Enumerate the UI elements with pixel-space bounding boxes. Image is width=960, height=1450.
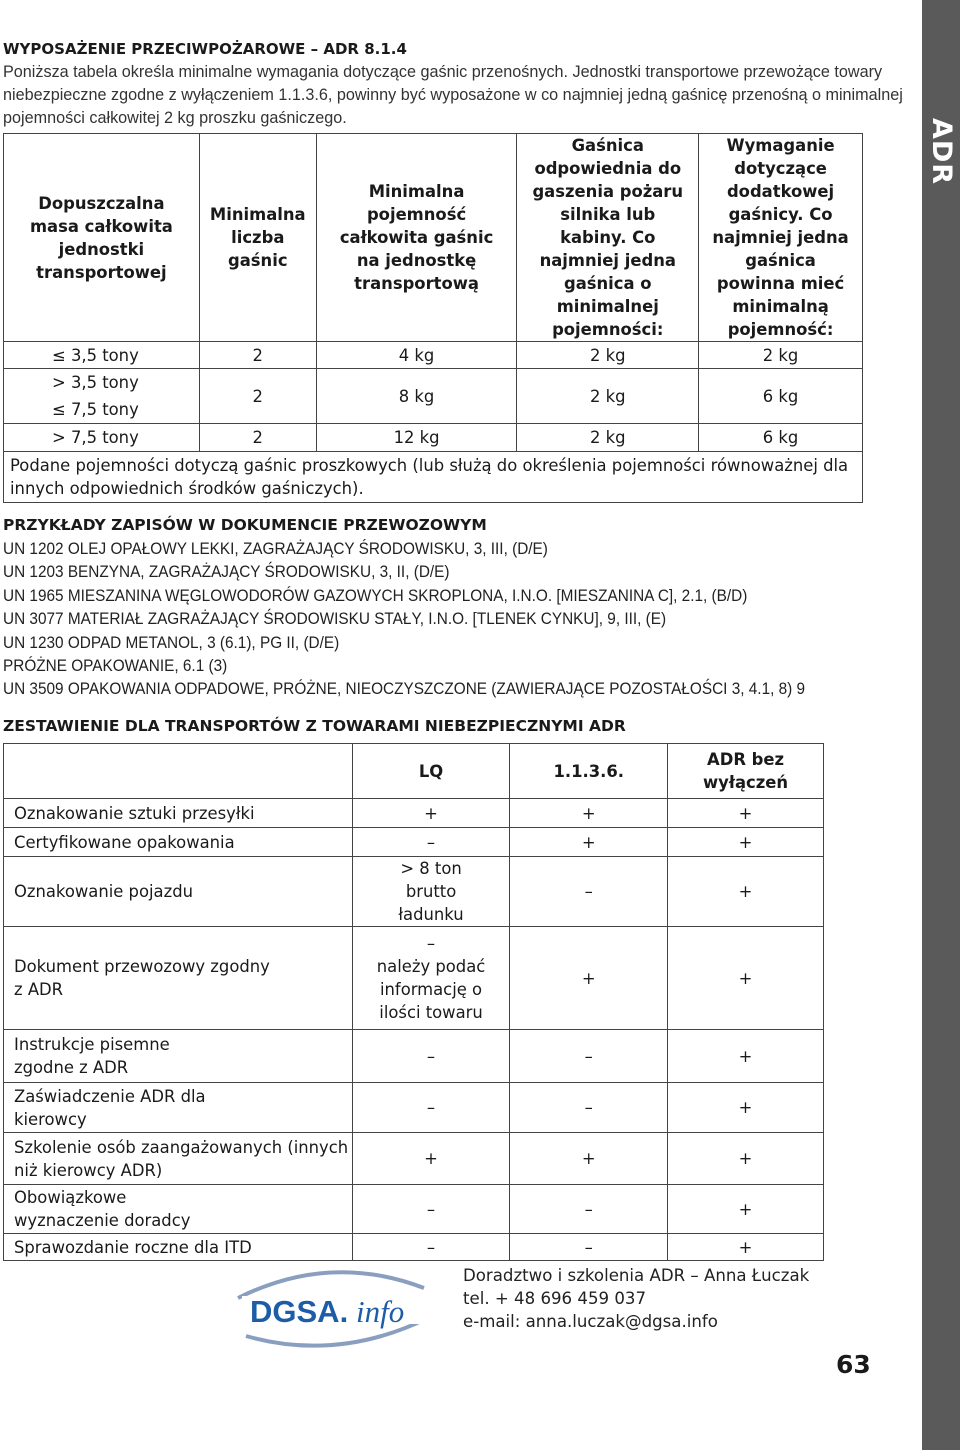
cell-full-adr: +	[668, 1234, 824, 1261]
cell-additional: 6 kg	[699, 369, 863, 424]
cell-additional: 6 kg	[699, 424, 863, 452]
header-engine-extinguisher: Gaśnica odpowiednia do gaszenia pożaru silnika lub kabiny. Co najmniej jedna gaśnica o minimalnej pojemności:	[517, 134, 699, 342]
cell-mass-lower: > 3,5 tony	[52, 373, 139, 392]
cell-exemption: +	[510, 1133, 668, 1185]
row-label: Zaświadczenie ADR dla kierowcy	[4, 1083, 353, 1133]
row-label: Oznakowanie pojazdu	[4, 857, 353, 927]
cell-exemption: –	[510, 1234, 668, 1261]
row-label: Oznakowanie sztuki przesyłki	[4, 799, 353, 828]
cell-additional: 2 kg	[699, 342, 863, 369]
example-line: UN 3077 MATERIAŁ ZAGRAŻAJĄCY ŚRODOWISKU STAŁY, I.N.O. [TLENEK CYNKU], 9, III, (E)	[3, 610, 667, 629]
table-row	[4, 927, 824, 1030]
cell-full-adr: +	[668, 828, 824, 857]
row-label: Sprawozdanie roczne dla ITD	[4, 1234, 353, 1261]
logo-text-info: info	[356, 1294, 405, 1329]
cell-full-adr: +	[668, 927, 824, 1030]
cell-engine: 2 kg	[517, 424, 699, 452]
table-row	[4, 799, 824, 828]
cell-count: 2	[199, 424, 316, 452]
cell-exemption: –	[510, 1083, 668, 1133]
example-line: UN 1202 OLEJ OPAŁOWY LEKKI, ZAGRAŻAJĄCY ŚRODOWISKU, 3, III, (D/E)	[3, 540, 548, 558]
header-min-capacity: Minimalna pojemność całkowita gaśnic na jednostkę transportową	[316, 134, 517, 342]
cell-engine: 2 kg	[517, 369, 699, 424]
table-note: Podane pojemności dotyczą gaśnic proszkowych (lub służą do określenia pojemności równoważnej dla innych odpowiednich środków gaśniczych).	[4, 452, 863, 503]
intro-paragraph: Poniższa tabela określa minimalne wymagania dotyczące gaśnic przenośnych. Jednostki transportowe przewożące towary niebezpieczne zgodne z wyłączeniem 1.1.3.6, powinny być wyposażone w co najmniej jedną gaśnicę przenośną o minimalnej pojemności całkowitej 2 kg proszku gaśniczego.	[3, 63, 903, 127]
summary-header-blank	[4, 744, 353, 799]
cell-lq: –	[352, 1030, 510, 1083]
contact-block	[463, 1264, 809, 1333]
cell-full-adr: +	[668, 1083, 824, 1133]
example-line: PRÓŻNE OPAKOWANIE, 6.1 (3)	[3, 657, 228, 676]
cell-lq-text: należy podać informację o ilości towaru	[376, 957, 486, 1022]
example-line: UN 1203 BENZYNA, ZAGRAŻAJĄCY ŚRODOWISKU, 3, II, (D/E)	[3, 563, 450, 582]
cell-total: 12 kg	[316, 424, 517, 452]
summary-table	[3, 743, 824, 1261]
cell-lq: +	[352, 799, 510, 828]
cell-total: 8 kg	[316, 369, 517, 424]
summary-header-lq: LQ	[352, 744, 510, 799]
row-label: Dokument przewozowy zgodny z ADR	[4, 927, 353, 1030]
table-row	[4, 1083, 824, 1133]
section-heading-summary: ZESTAWIENIE DLA TRANSPORTÓW Z TOWARAMI NIEBEZPIECZNYMI ADR	[3, 717, 626, 735]
cell-total: 4 kg	[316, 342, 517, 369]
cell-lq: –	[352, 828, 510, 857]
side-tab	[922, 0, 960, 1450]
cell-lq: > 8 ton brutto ładunku	[352, 857, 510, 927]
cell-lq: +	[352, 1133, 510, 1185]
cell-mass: ≤ 3,5 tony	[4, 342, 200, 369]
header-min-count: Minimalna liczba gaśnic	[199, 134, 316, 342]
side-tab-label: ADR	[926, 118, 957, 186]
section-heading-fire-equipment: WYPOSAŻENIE PRZECIWPOŻAROWE – ADR 8.1.4	[3, 40, 407, 58]
example-line: UN 1965 MIESZANINA WĘGLOWODORÓW GAZOWYCH SKROPLONA, I.N.O. [MIESZANINA C], 2.1, (B/D)	[3, 586, 748, 605]
summary-header-full-adr: ADR bez wyłączeń	[668, 744, 824, 799]
contact-company: Doradztwo i szkolenia ADR – Anna Łuczak	[463, 1266, 810, 1285]
table-row	[4, 1234, 824, 1261]
logo-text-dgsa: DGSA.	[250, 1294, 349, 1329]
row-label: Certyfikowane opakowania	[4, 828, 353, 857]
cell-mass	[4, 369, 200, 424]
cell-exemption: –	[510, 857, 668, 927]
header-additional-extinguisher: Wymaganie dotyczące dodatkowej gaśnicy. Co najmniej jedna gaśnica powinna mieć minimalną pojemność:	[699, 134, 863, 342]
row-label: Szkolenie osób zaangażowanych (innych niż kierowcy ADR)	[4, 1133, 353, 1185]
cell-full-adr: +	[668, 799, 824, 828]
cell-exemption: +	[510, 828, 668, 857]
cell-lq: –	[352, 1234, 510, 1261]
cell-count: 2	[199, 369, 316, 424]
summary-header-exemption: 1.1.3.6.	[510, 744, 668, 799]
examples-list	[3, 538, 805, 702]
table-row	[4, 1133, 824, 1185]
header-mass: Dopuszczalna masa całkowita jednostki transportowej	[4, 134, 200, 342]
table-row	[4, 369, 863, 424]
cell-exemption: +	[510, 927, 668, 1030]
cell-lq: –	[352, 1083, 510, 1133]
table-row	[4, 1185, 824, 1234]
cell-full-adr: +	[668, 857, 824, 927]
section-heading-examples: PRZYKŁADY ZAPISÓW W DOKUMENCIE PRZEWOZOWYM	[3, 516, 487, 534]
table-row	[4, 857, 824, 927]
table-row	[4, 342, 863, 369]
cell-full-adr: +	[668, 1030, 824, 1083]
example-line: UN 3509 OPAKOWANIA ODPADOWE, PRÓŻNE, NIEOCZYSZCZONE (ZAWIERAJĄCE POZOSTAŁOŚCI 3, 4.1, 8) 9	[3, 680, 806, 699]
cell-full-adr: +	[668, 1133, 824, 1185]
row-label: Instrukcje pisemne zgodne z ADR	[4, 1030, 353, 1083]
cell-engine: 2 kg	[517, 342, 699, 369]
cell-mass: > 7,5 tony	[4, 424, 200, 452]
cell-mass-upper: ≤ 7,5 tony	[52, 400, 139, 419]
dgsa-logo	[234, 1266, 434, 1354]
table-row	[4, 1030, 824, 1083]
contact-phone: tel. + 48 696 459 037	[463, 1289, 647, 1308]
cell-exemption: –	[510, 1185, 668, 1234]
cell-lq-dash: –	[426, 934, 436, 953]
cell-full-adr: +	[668, 1185, 824, 1234]
table-row	[4, 828, 824, 857]
cell-lq: –	[352, 1185, 510, 1234]
table-row	[4, 424, 863, 452]
cell-count: 2	[199, 342, 316, 369]
example-line: UN 1230 ODPAD METANOL, 3 (6.1), PG II, (D/E)	[3, 633, 340, 652]
page-number: 63	[836, 1350, 871, 1379]
row-label: Obowiązkowe wyznaczenie doradcy	[4, 1185, 353, 1234]
extinguisher-table	[3, 133, 863, 503]
cell-exemption: –	[510, 1030, 668, 1083]
cell-lq	[352, 927, 510, 1030]
contact-email: e-mail: anna.luczak@dgsa.info	[463, 1312, 718, 1331]
cell-exemption: +	[510, 799, 668, 828]
